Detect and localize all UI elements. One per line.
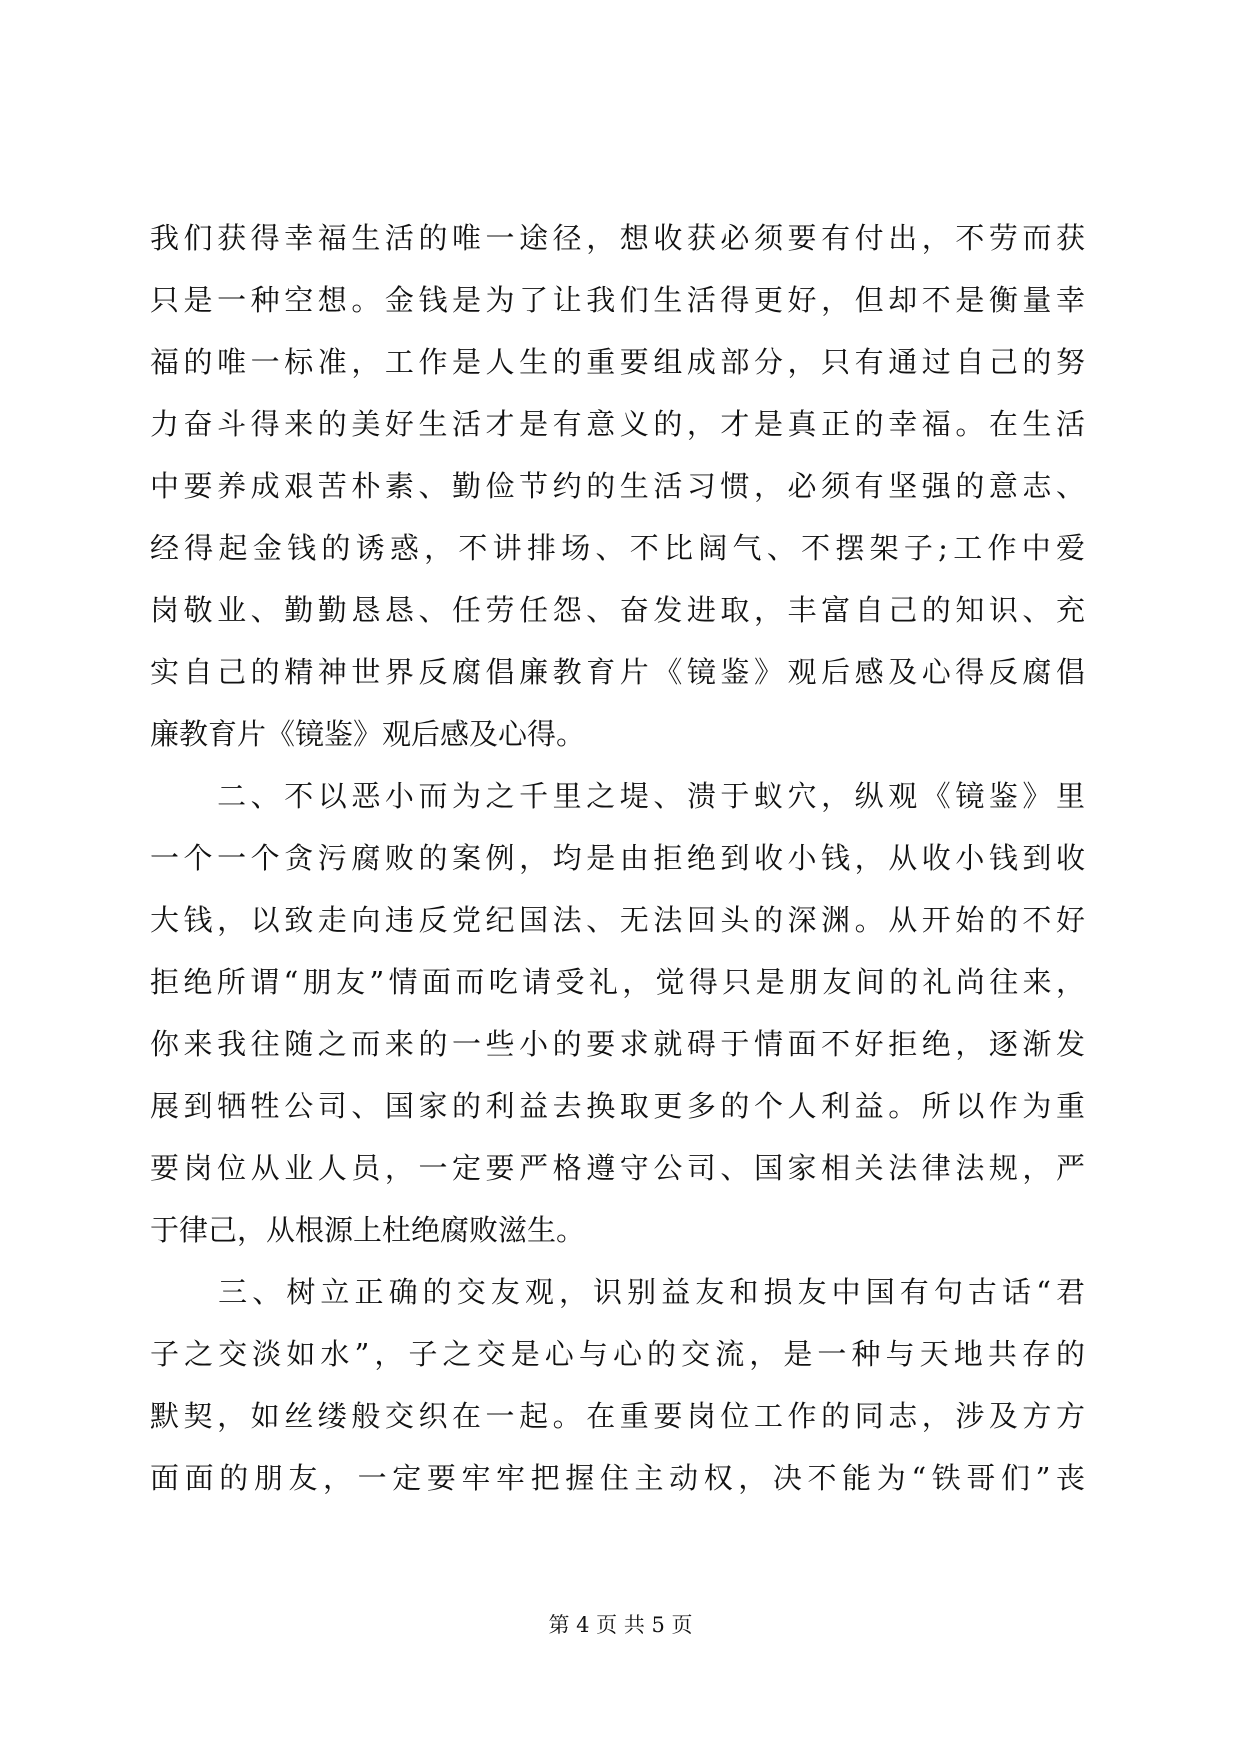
text-line: 廉教育片《镜鉴》观后感及心得。	[150, 717, 586, 751]
text-line: 三、树立正确的交友观，识别益友和损友中国有句古话“君	[150, 1275, 1085, 1309]
page-footer	[0, 1610, 1241, 1640]
text-line: 福的唯一标准，工作是人生的重要组成部分，只有通过自己的努	[150, 345, 1085, 379]
text-line: 二、不以恶小而为之千里之堤、溃于蚁穴，纵观《镜鉴》里	[150, 779, 1085, 813]
text-line: 默契，如丝缕般交织在一起。在重要岗位工作的同志，涉及方方	[150, 1399, 1085, 1433]
text-line: 只是一种空想。金钱是为了让我们生活得更好，但却不是衡量幸	[150, 283, 1085, 317]
page-number-label: 第 4 页 共 5 页	[548, 1613, 693, 1637]
text-line: 实自己的精神世界反腐倡廉教育片《镜鉴》观后感及心得反腐倡	[150, 655, 1085, 689]
text-line: 子之交淡如水”，子之交是心与心的交流，是一种与天地共存的	[150, 1337, 1085, 1371]
body-text	[150, 207, 1085, 1509]
text-line: 面面的朋友，一定要牢牢把握住主动权，决不能为“铁哥们”丧	[150, 1461, 1085, 1495]
text-line: 拒绝所谓“朋友”情面而吃请受礼，觉得只是朋友间的礼尚往来，	[150, 965, 1085, 999]
text-line: 你来我往随之而来的一些小的要求就碍于情面不好拒绝，逐渐发	[150, 1027, 1085, 1061]
text-line: 我们获得幸福生活的唯一途径，想收获必须要有付出，不劳而获	[150, 221, 1085, 255]
text-line: 中要养成艰苦朴素、勤俭节约的生活习惯，必须有坚强的意志、	[150, 469, 1085, 503]
text-line: 于律己，从根源上杜绝腐败滋生。	[150, 1213, 586, 1247]
text-line: 岗敬业、勤勤恳恳、任劳任怨、奋发进取，丰富自己的知识、充	[150, 593, 1085, 627]
text-line: 经得起金钱的诱惑，不讲排场、不比阔气、不摆架子;工作中爱	[150, 531, 1085, 565]
text-line: 要岗位从业人员，一定要严格遵守公司、国家相关法律法规，严	[150, 1151, 1085, 1185]
text-line: 一个一个贪污腐败的案例，均是由拒绝到收小钱，从收小钱到收	[150, 841, 1085, 875]
text-line: 力奋斗得来的美好生活才是有意义的，才是真正的幸福。在生活	[150, 407, 1085, 441]
text-line: 展到牺牲公司、国家的利益去换取更多的个人利益。所以作为重	[150, 1089, 1085, 1123]
text-line: 大钱，以致走向违反党纪国法、无法回头的深渊。从开始的不好	[150, 903, 1085, 937]
